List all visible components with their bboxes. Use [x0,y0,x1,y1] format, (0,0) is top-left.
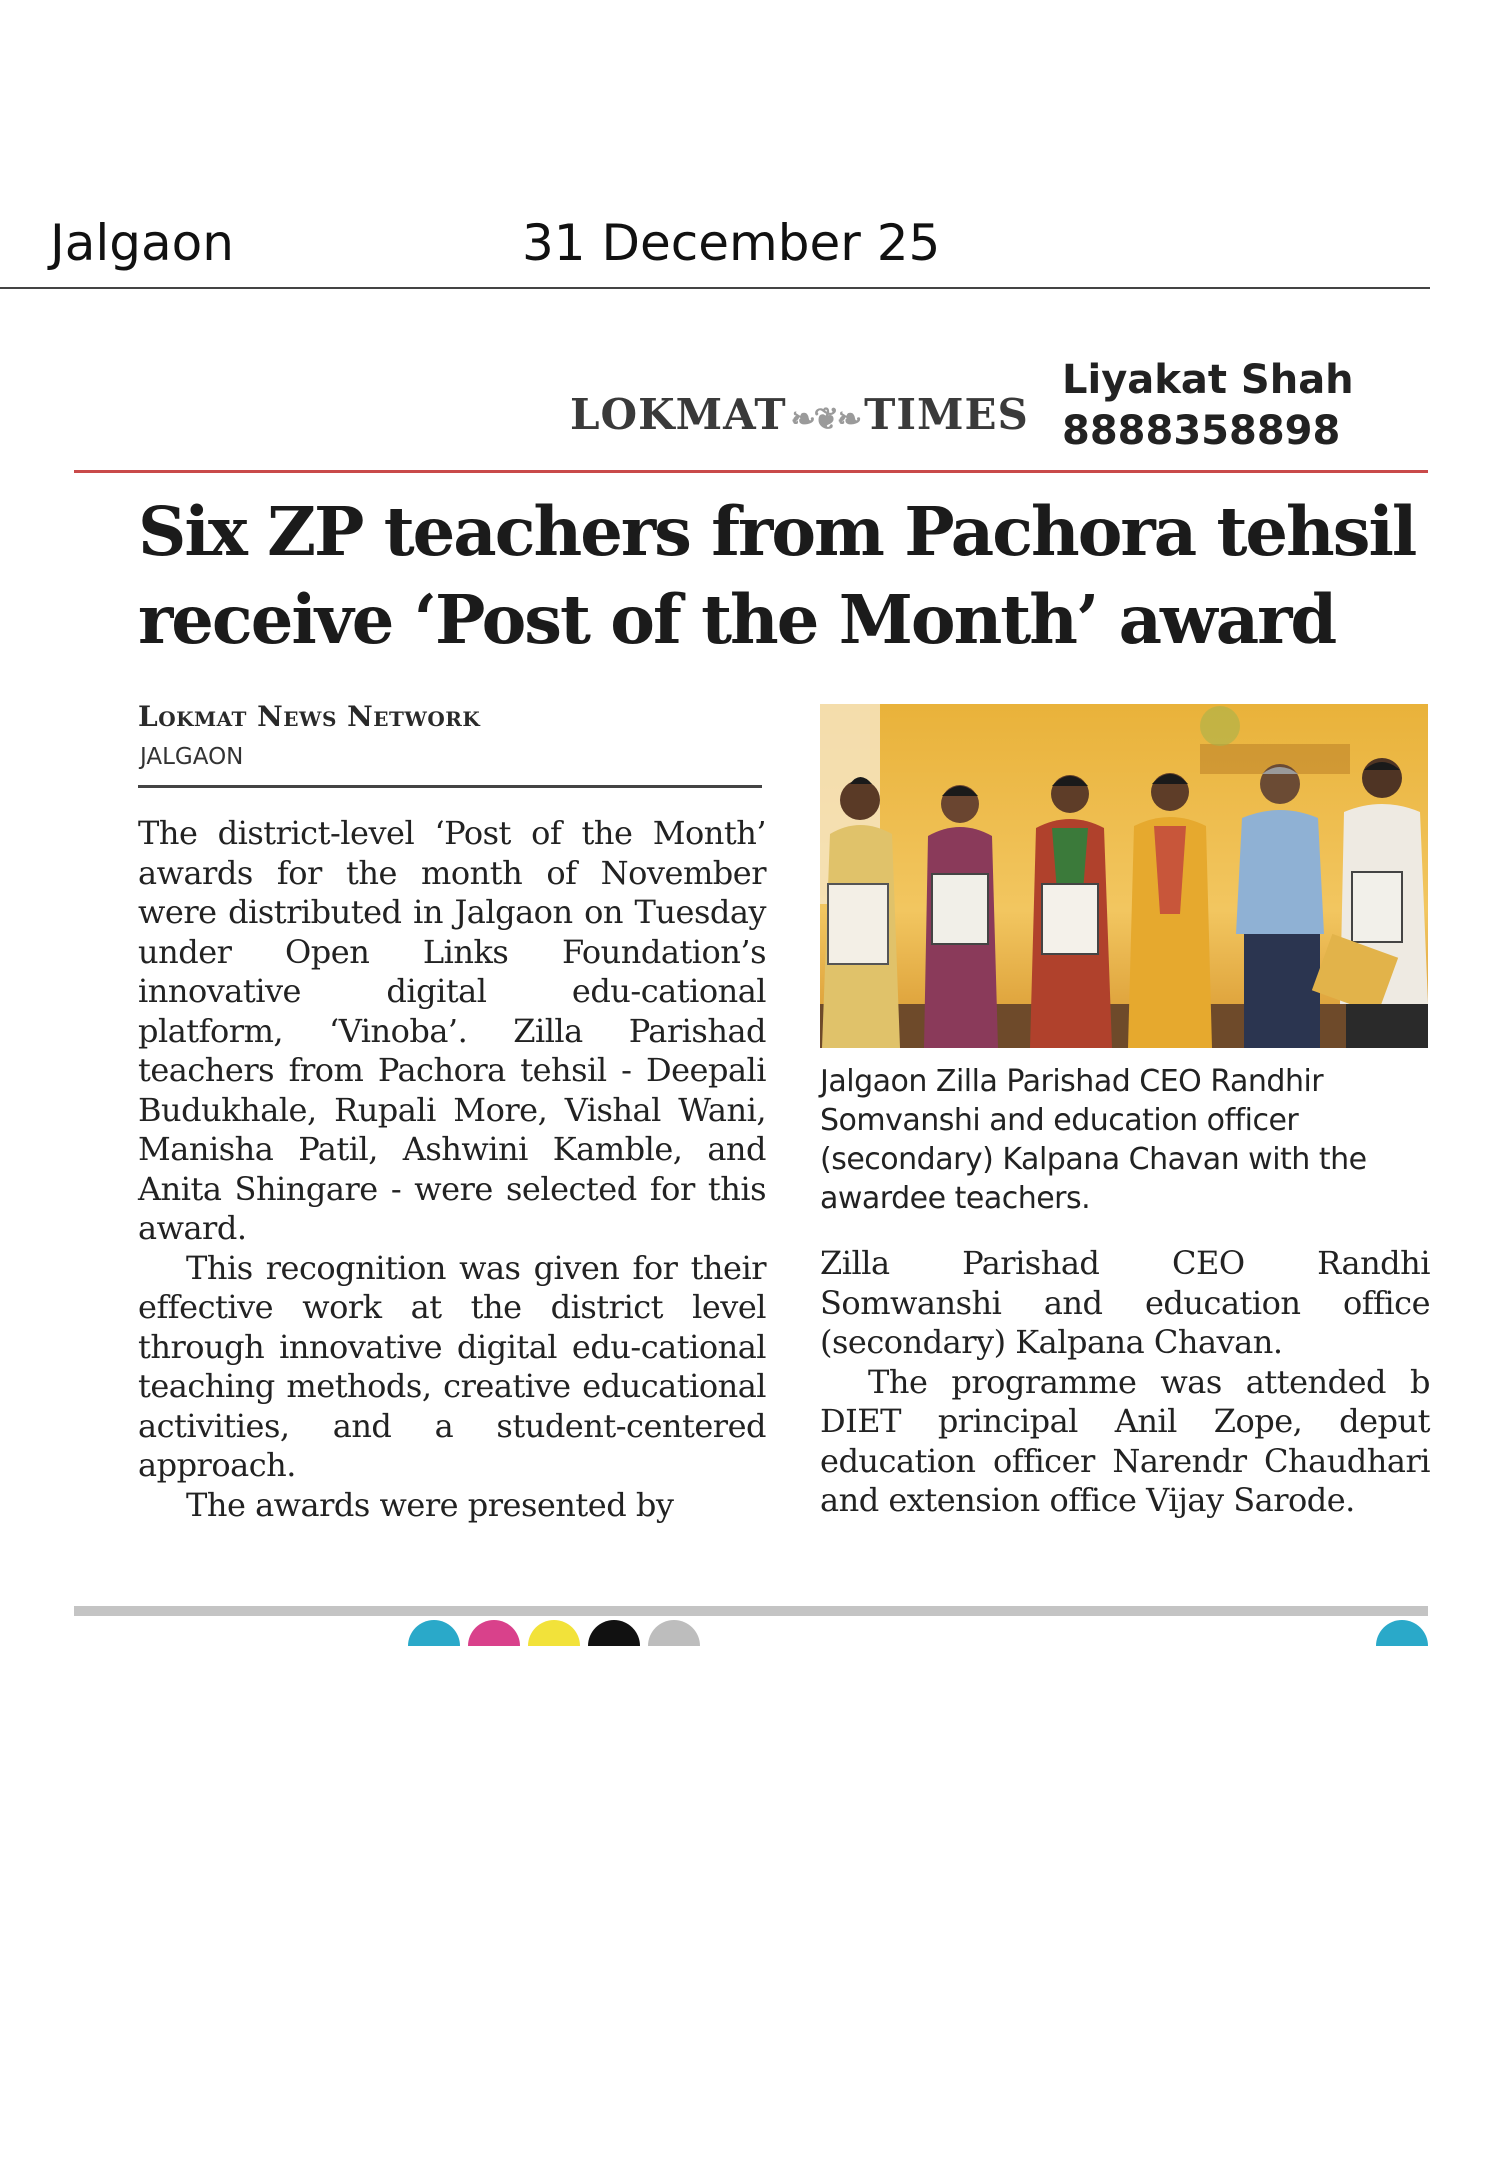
paragraph: The programme was attended b DIET principal Anil Zope, deput education officer Narendr Chaudhari and extension office Vijay Sarode. [820,1362,1430,1519]
newspaper-clipping [72,340,1430,1640]
header-date: 31 December 25 [522,214,941,272]
paragraph: The awards were presented by [186,1485,674,1524]
photo-caption: Jalgaon Zilla Parishad CEO Randhir Somvanshi and education officer (secondary) Kalpana Chavan with the awardee teachers. [820,1064,1367,1216]
headline-line-2: receive ‘Post of the Month’ award [138,580,1336,659]
byline-divider [138,785,762,788]
award-photo [820,704,1428,1048]
header-city: Jalgaon [50,214,234,272]
headline [138,488,1428,664]
article-body-left [138,814,766,1525]
reporter-name: Liyakat Shah [1062,357,1354,403]
byline: Lokmat News Network [138,700,481,733]
masthead-ornament-icon: ❧❦❧ [790,402,861,437]
masthead [570,390,1029,439]
masthead-left: LOKMAT [570,390,787,439]
registration-mark-yellow [528,1620,580,1646]
registration-mark-cyan [408,1620,460,1646]
header-divider [0,287,1430,289]
reporter-phone: 8888358898 [1062,408,1341,455]
registration-mark-magenta [468,1620,520,1646]
award-photo-illustration [820,704,1428,1048]
paragraph: This recognition was given for their effective work at the district level through innovative digital edu-cational teaching methods, creative educational activities, and a student-centered approach. [138,1248,766,1484]
dateline: JALGAON [140,744,244,770]
masthead-divider [74,470,1428,473]
reporter-info [1062,355,1354,457]
paragraph: Zilla Parishad CEO Randhi Somwanshi and education office (secondary) Kalpana Chavan. [820,1244,1430,1361]
masthead-right: TIMES [864,390,1029,439]
registration-mark-gray [648,1620,700,1646]
article-body-right [820,1244,1430,1521]
paragraph: The district-level ‘Post of the Month’ awards for the month of November were distributed in Jalgaon on Tuesday under Open Links Foundation’s innovative digital edu-cational platform, ‘Vinoba’. Zilla Parishad teachers from Pachora tehsil - Deepali Budukhale, Rupali More, Vishal Wani, Manisha Patil, Ashwini Kamble, and Anita Shingare - were selected for this award. [138,814,766,1247]
footer-divider [74,1606,1428,1616]
registration-mark-cyan-right [1376,1620,1428,1646]
headline-line-1: Six ZP teachers from Pachora tehsil [138,492,1416,571]
registration-mark-black [588,1620,640,1646]
